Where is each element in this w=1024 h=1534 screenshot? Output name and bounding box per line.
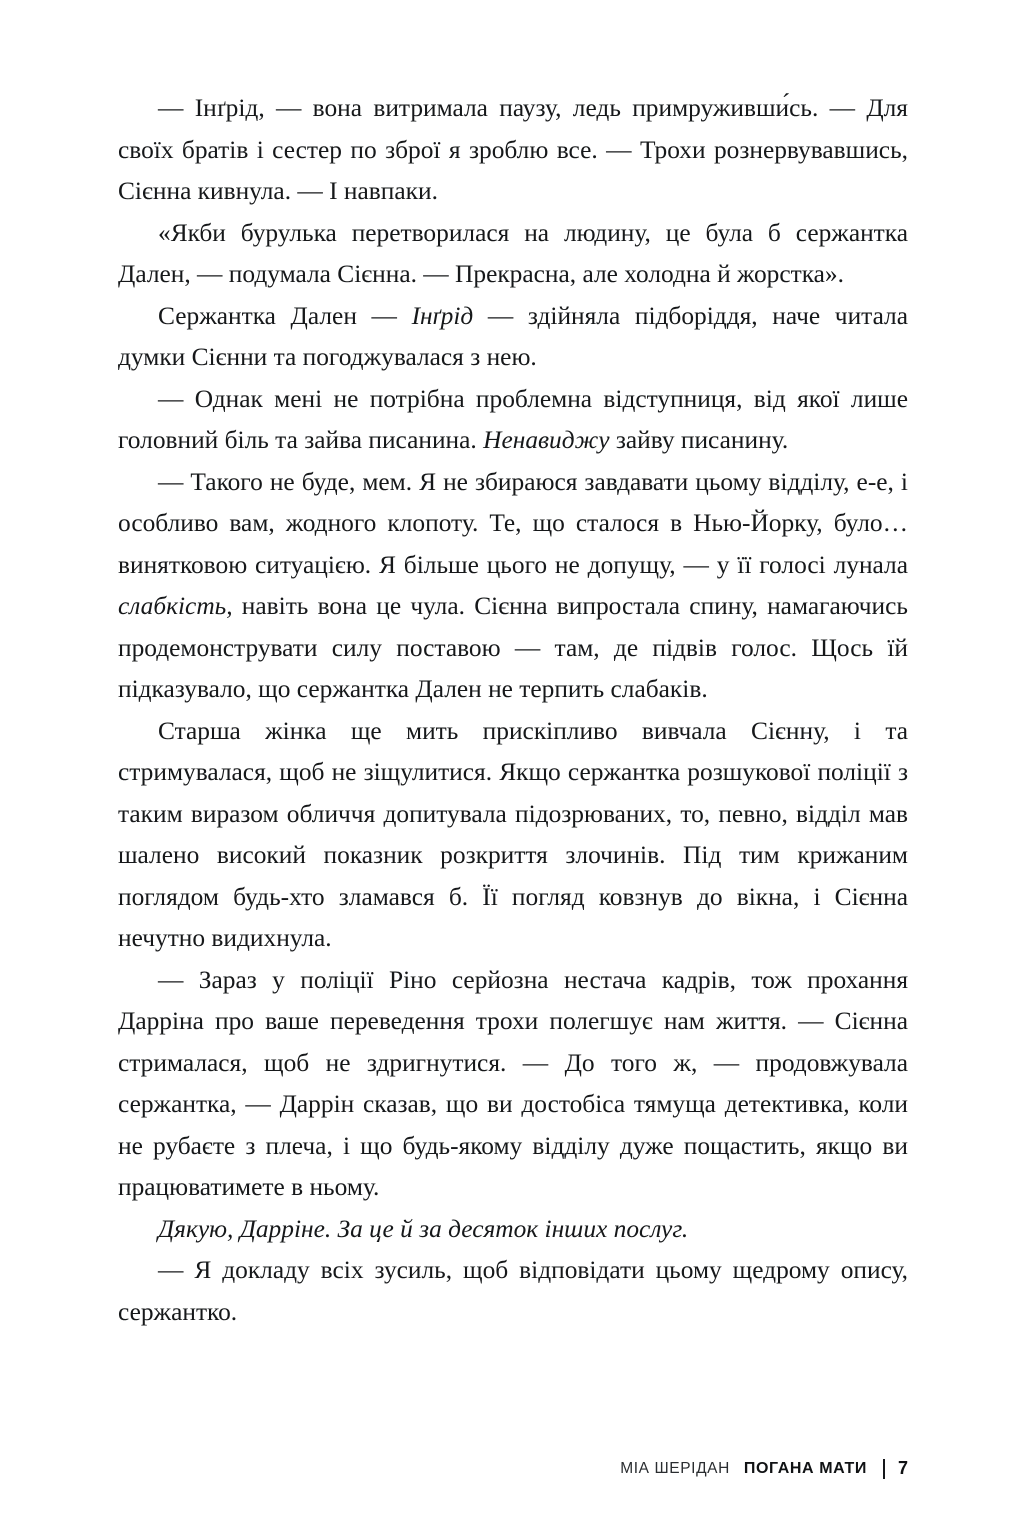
footer-book-title: ПОГАНА МАТИ <box>743 1459 867 1477</box>
paragraph <box>118 296 908 379</box>
text-run: — Я докладу всіх зусиль, щоб відповідати цьому щедрому опису, сержантко. <box>118 1256 908 1326</box>
text-run: — здійняла підборіддя, наче читала думки Сієнни та погоджувалася з нею. <box>118 301 909 371</box>
text-run: навіть вона це чула. Сієнна випростала спину, намагаючись продемонструвати силу поставою — там, де підвів голос. Щось їй підказувало, що сержантка Далeн не терпить слабаків. <box>118 592 908 703</box>
page-number: 7 <box>897 1458 908 1478</box>
paragraph <box>118 379 908 462</box>
text-run: Сержантка Далeн — <box>158 301 412 330</box>
emphasis-text: слабкість, <box>118 592 233 620</box>
text-run: — Інґрід, — вона витримала паузу, ледь примруживши́сь. — Для своїх братів і сестер по зброї я зроблю все. — Трохи рознервувавшись, Сієнна кивнула. — І навпаки. <box>118 94 908 205</box>
emphasis-text: Інґрід <box>411 301 474 330</box>
text-run: «Якби бурулька перетворилася на людину, це була б сержантка Далeн, — подумала Сієнна. — Прекрасна, але холодна й жорстка». <box>118 218 908 288</box>
paragraph <box>118 213 908 296</box>
emphasis-text: Дякую, Дарріне. За це й за десяток інших послуг. <box>158 1214 689 1243</box>
page-footer <box>620 1458 908 1479</box>
text-run: зайву писанину. <box>609 426 789 454</box>
footer-divider <box>883 1459 885 1479</box>
paragraph <box>118 462 908 711</box>
paragraph <box>118 711 908 960</box>
text-run: Старша жінка ще мить прискіпливо вивчала Сієнну, і та стримувалася, щоб не зіщулитися. Якщо сержантка розшукової поліції з таким виразом обличчя допитувала підозрюваних, то, певно, відділ мав шалено високий показник розкриття злочинів. Під тим крижаним поглядом будь-хто зламався б. Її погляд ковзнув до вікна, і Сієнна нечутно видихнула. <box>118 716 908 952</box>
paragraph <box>118 1209 908 1251</box>
text-run: — Такого не буде, мем. Я не збираюся завдавати цьому відділу, е-е, і особливо вам, жодного клопоту. Те, що сталося в Нью-Йорку, було… винятковою ситуацією. Я більше цього не допущу, — у її голосі лунала <box>118 467 908 579</box>
emphasis-text: Ненавиджу <box>483 426 610 454</box>
footer-author: МІА ШЕРІДАН <box>620 1459 730 1477</box>
paragraph <box>118 1250 908 1333</box>
text-run: — Зараз у поліції Ріно серйозна нестача кадрів, тож прохання Дарріна про ваше переведення трохи полегшує нам життя. — Сієнна стрималася, щоб не здригнутися. — До того ж, — продовжувала сержантка, — Даррін сказав, що ви достобіса тямуща детективка, коли не рубаєте з плеча, і що будь-якому відділу дуже пощастить, якщо ви працюватимете в ньому. <box>118 965 908 1201</box>
page-body-text <box>118 88 908 1333</box>
paragraph <box>118 88 908 213</box>
text-run: — Однак мені не потрібна проблемна відступниця, від якої лише головний біль та зайва писанина. <box>118 384 908 454</box>
paragraph <box>118 960 908 1209</box>
